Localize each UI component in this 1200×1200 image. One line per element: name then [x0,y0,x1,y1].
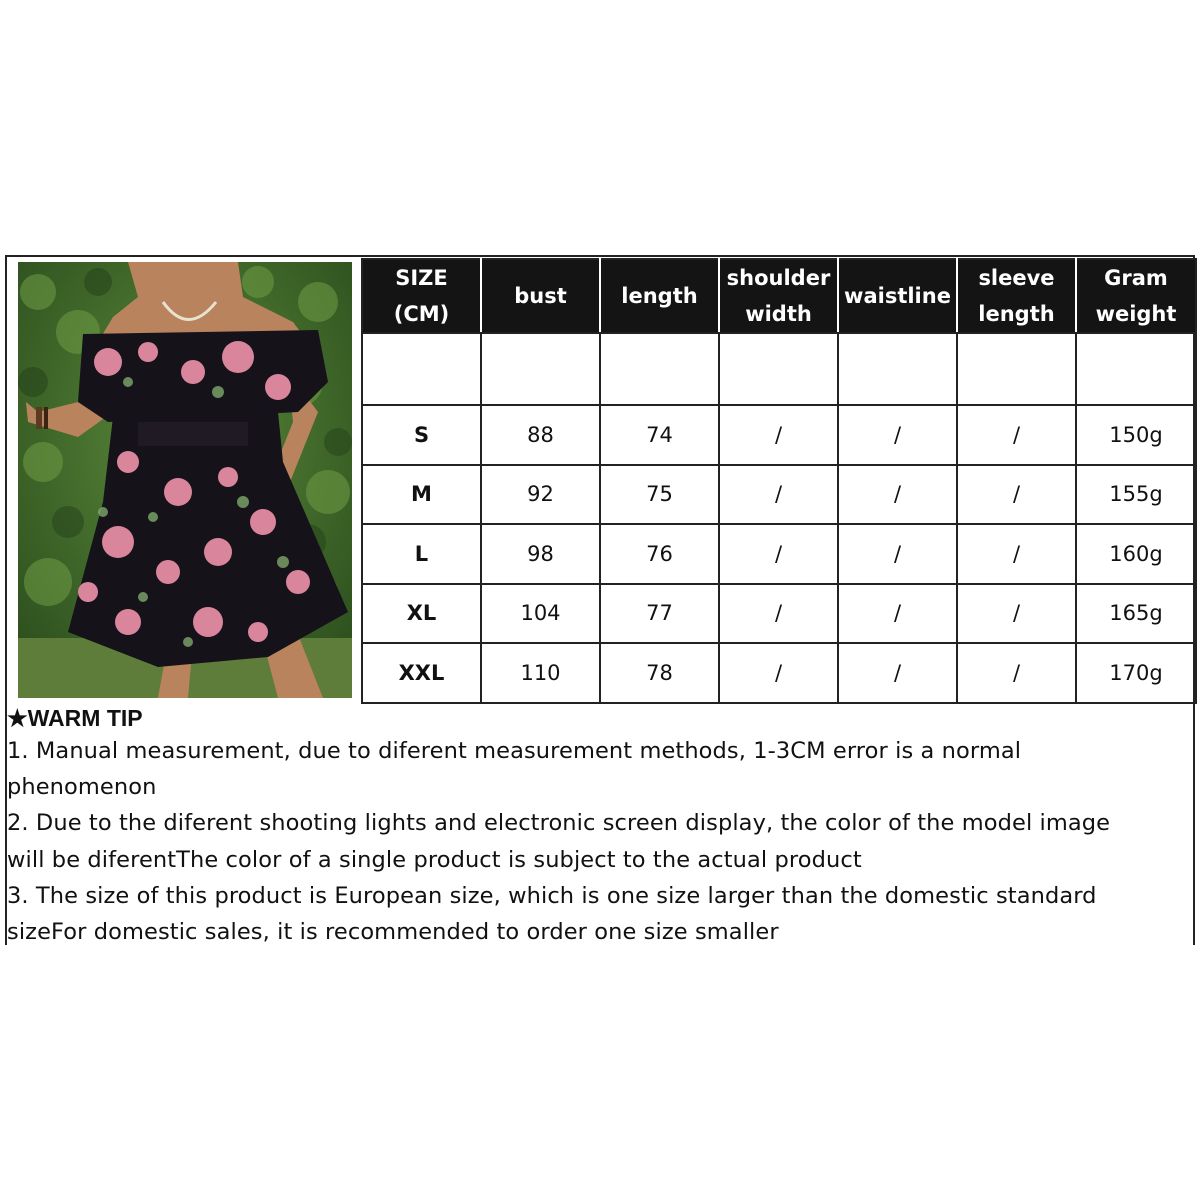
shoulder-width-cell: / [719,643,838,703]
waistline-cell: / [838,465,957,525]
sleeve-length-cell: / [957,405,1076,465]
header-row [362,259,1196,333]
table-row [362,643,1196,703]
size-cell: L [362,524,481,584]
sleeve-length-cell: / [957,524,1076,584]
bust-cell: 98 [481,524,600,584]
warm-tip-section [5,703,1190,945]
length-cell: 75 [600,465,719,525]
sleeve-length-cell: / [957,643,1076,703]
bust-cell: 88 [481,405,600,465]
table-row [362,524,1196,584]
table-cell [362,333,481,405]
empty-row [362,333,1196,405]
bust-cell: 110 [481,643,600,703]
table-cell [481,333,600,405]
bust-cell: 92 [481,465,600,525]
table-cell [1076,333,1196,405]
size-cell: XL [362,584,481,644]
waistline-cell: / [838,405,957,465]
table-cell [600,333,719,405]
sleeve-length-cell: / [957,465,1076,525]
size-cell: M [362,465,481,525]
length-cell: 78 [600,643,719,703]
frame-line [362,255,1195,257]
col-header-bust: bust [481,259,600,333]
col-header-gram-weight: Gram weight [1076,259,1196,333]
shoulder-width-cell: / [719,524,838,584]
table-cell [838,333,957,405]
sleeve-length-cell: / [957,584,1076,644]
size-cell: XXL [362,643,481,703]
table-cell [719,333,838,405]
gram-weight-cell: 155g [1076,465,1196,525]
warm-tip-title: ★WARM TIP [7,705,143,731]
tip-line: phenomenon [7,774,157,801]
gram-weight-cell: 150g [1076,405,1196,465]
size-table [361,258,1197,704]
col-header-waistline: waistline [838,259,957,333]
table-cell [957,333,1076,405]
tip-line: 1. Manual measurement, due to diferent measurement methods, 1-3CM error is a normal [7,738,1022,764]
bust-cell: 104 [481,584,600,644]
waistline-cell: / [838,584,957,644]
table-row [362,465,1196,525]
tip-line: will be diferentThe color of a single product is subject to the actual product [7,846,862,873]
frame-line [5,255,362,257]
gram-weight-cell: 165g [1076,584,1196,644]
gram-weight-cell: 170g [1076,643,1196,703]
length-cell: 74 [600,405,719,465]
tip-line: 3. The size of this product is European size, which is one size larger than the domestic standard [7,882,1097,909]
length-cell: 76 [600,524,719,584]
col-header-length: length [600,259,719,333]
tip-line: sizeFor domestic sales, it is recommended to order one size smaller [7,919,779,945]
length-cell: 77 [600,584,719,644]
shoulder-width-cell: / [719,584,838,644]
table-row [362,584,1196,644]
shoulder-width-cell: / [719,405,838,465]
shoulder-width-cell: / [719,465,838,525]
size-cell: S [362,405,481,465]
tip-line: 2. Due to the diferent shooting lights and electronic screen display, the color of the model image [7,810,1111,837]
col-header-sleeve-length: sleeve length [957,259,1076,333]
table-row [362,405,1196,465]
col-header-shoulder-width: shoulder width [719,259,838,333]
col-header-size: SIZE (CM) [362,259,481,333]
model-photo [18,262,352,698]
waistline-cell: / [838,524,957,584]
gram-weight-cell: 160g [1076,524,1196,584]
waistline-cell: / [838,643,957,703]
